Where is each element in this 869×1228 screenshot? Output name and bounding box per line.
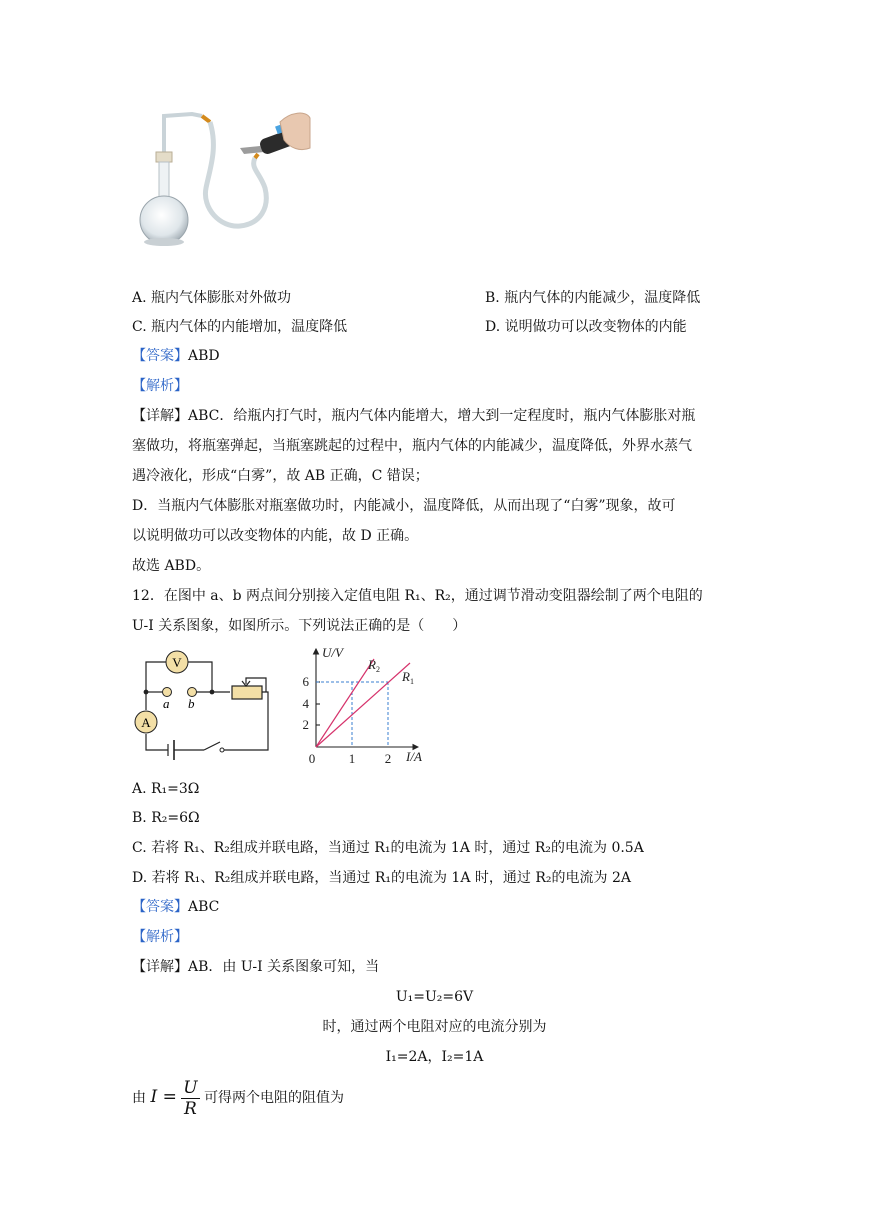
q11-answer (132, 346, 220, 366)
formula-denominator: R (184, 1098, 197, 1119)
q11-detail-line-3: 遇冷液化，形成“白雾”，故 AB 正确，C 错误； (132, 468, 429, 484)
circuit-diagram (130, 648, 270, 758)
q12-stem-line-2: U-I 关系图象，如图所示。下列说法正确的是（ ） (132, 618, 467, 634)
u-i-graph (300, 645, 430, 765)
y-axis-label: U/V (322, 645, 343, 660)
q12-option-d: D. 若将 R₁、R₂组成并联电路，当通过 R₁的电流为 1A 时，通过 R₂的电流为 2A (132, 870, 631, 886)
q12-option-b: B. R₂=6Ω (132, 810, 200, 826)
y-tick-6: 6 (302, 674, 309, 689)
q11-option-a: A. 瓶内气体膨胀对外做功 (132, 290, 292, 306)
answer-value: ABC (188, 899, 220, 915)
point-a-label: a (163, 696, 170, 711)
q12-analysis-tag: 【解析】 (132, 929, 188, 945)
equation-i: I₁=2A，I₂=1A (385, 1049, 484, 1065)
ammeter-label: A (141, 715, 151, 730)
answer-value: ABD (188, 348, 220, 364)
q12-option-a: A. R₁=3Ω (132, 781, 200, 797)
voltmeter-label: V (172, 655, 182, 670)
q11-detail-line-2: 塞做功，将瓶塞弹起，当瓶塞跳起的过程中，瓶内气体的内能减少，温度降低，外界水蒸气 (132, 438, 692, 454)
detail-tag: 【详解】 (132, 959, 188, 975)
flask-pump-illustration (130, 108, 310, 248)
q12-detail-line: 【详解】AB．由 U-I 关系图象可知，当 (132, 959, 380, 975)
y-tick-4: 4 (302, 696, 309, 711)
q12-option-c: C. 若将 R₁、R₂组成并联电路，当通过 R₁的电流为 1A 时，通过 R₂的电流为 0.5A (132, 840, 644, 856)
q11-option-b: B. 瓶内气体的内能减少，温度降低 (485, 290, 701, 306)
formula-lhs: I = (150, 1087, 177, 1107)
q11-detail-line-5: 以说明做功可以改变物体的内能，故 D 正确。 (132, 528, 419, 544)
q12-stem-line-1: 12．在图中 a、b 两点间分别接入定值电阻 R₁、R₂，通过调节滑动变阻器绘制了两个电阻的 (132, 588, 703, 604)
q12-answer (132, 897, 219, 917)
q11-detail-line-4: D．当瓶内气体膨胀对瓶塞做功时，内能减小，温度降低，从而出现了“白雾”现象，故可 (132, 498, 676, 514)
q11-detail-line-1: 【详解】ABC．给瓶内打气时，瓶内气体内能增大，增大到一定程度时，瓶内气体膨胀对瓶 (132, 408, 696, 424)
formula-numerator: U (183, 1077, 198, 1098)
detail-tag: 【详解】 (132, 408, 188, 424)
q11-option-d: D. 说明做功可以改变物体的内能 (485, 319, 687, 335)
equation-mid-text: 时，通过两个电阻对应的电流分别为 (322, 1019, 547, 1035)
x-axis-label: I/A (406, 749, 422, 764)
answer-tag: 【答案】 (132, 899, 188, 915)
equation-u: U₁=U₂=6V (395, 989, 474, 1005)
q11-analysis-tag: 【解析】 (132, 378, 188, 394)
r2-label: $R_2$ (368, 657, 380, 674)
formula-fraction (181, 1078, 199, 1119)
q11-option-c: C. 瓶内气体的内能增加，温度降低 (132, 319, 348, 335)
formula-prefix: 由 (132, 1090, 146, 1106)
formula-line (132, 1076, 344, 1122)
point-b-label: b (188, 696, 195, 711)
answer-tag: 【答案】 (132, 348, 188, 364)
r1-label: $R_1$ (402, 669, 414, 686)
x-tick-0: 0 (308, 751, 316, 766)
formula-suffix: 可得两个电阻的阻值为 (204, 1090, 345, 1106)
x-tick-2: 2 (384, 751, 392, 766)
x-tick-1: 1 (348, 751, 356, 766)
q11-detail-line-6: 故选 ABD。 (132, 558, 211, 574)
y-tick-2: 2 (302, 717, 309, 732)
